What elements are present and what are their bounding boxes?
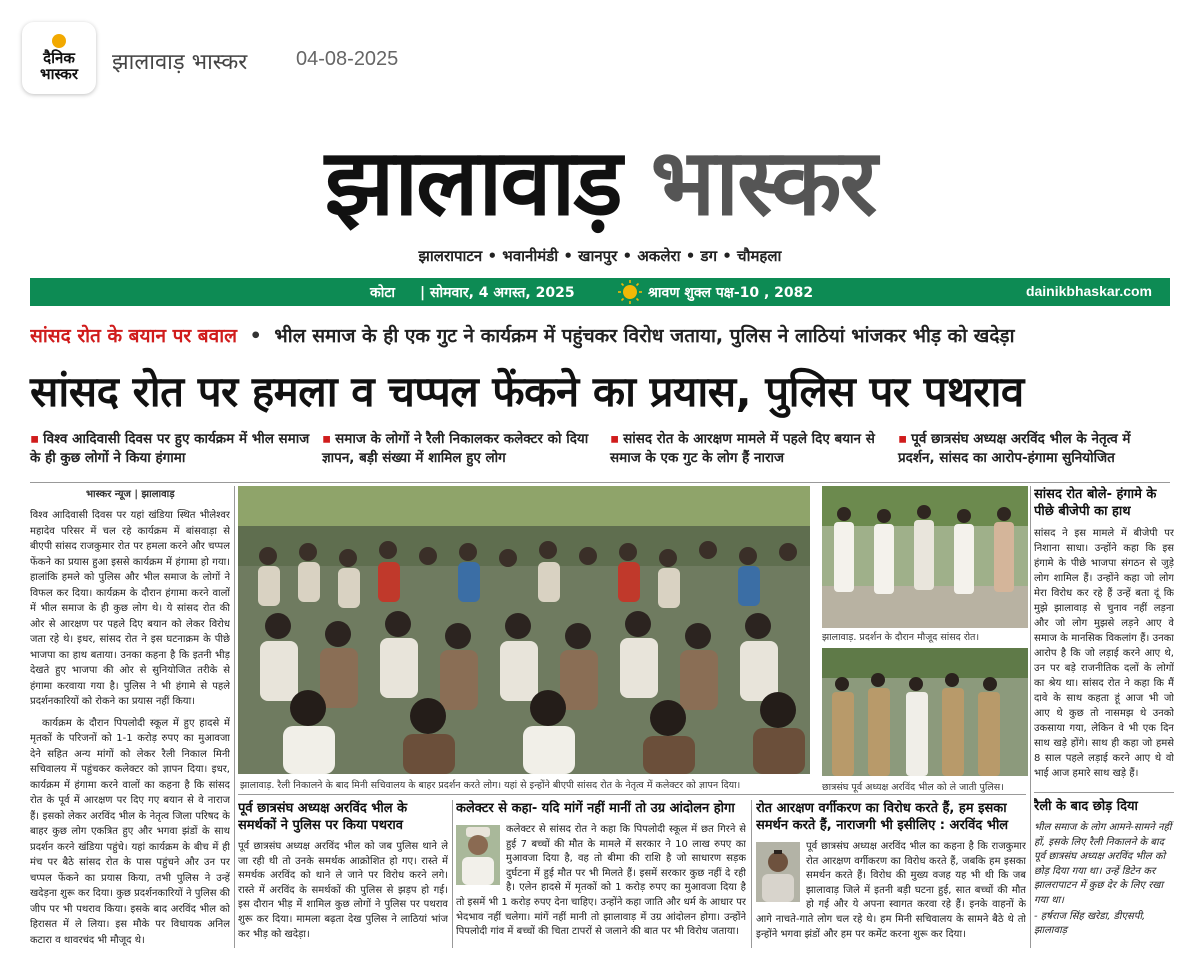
photo-caption: झालावाड़. प्रदर्शन के दौरान मौजूद सांसद रोत।: [822, 632, 980, 643]
sidebar-quote-body: भील समाज के लोग आमने-सामने नहीं हों, इसके लिए रैली निकालने के बाद पूर्व छात्रसंघ अध्यक्ष अरविंद भील को छोड़ दिया गया था। उन्हें डिटेन कर झालरापाटन में कुछ देर के लिए रखा गया था।: [1034, 822, 1172, 906]
story-headline: रोत आरक्षण वर्गीकरण का विरोध करते हैं, हम इसका समर्थन करते हैं, नाराजगी भी इसीलिए : अरविंद भील: [756, 801, 1009, 833]
story-block: [756, 800, 1026, 950]
deck-bullet: ▪ पूर्व छात्रसंघ अध्यक्ष अरविंद भील के नेतृत्व में प्रदर्शन, सांसद का आरोप-हंगामा सुनियोजित: [898, 430, 1170, 468]
deck-bullet: ▪ विश्व आदिवासी दिवस पर हुए कार्यक्रम में भील समाज के ही कुछ लोगों ने किया हंगामा: [30, 430, 310, 468]
column-divider: [452, 800, 453, 948]
dateline-date: | सोमवार, 4 अगस्त, 2025: [420, 285, 575, 301]
edition-name[interactable]: झालावाड़ भास्कर: [112, 50, 248, 75]
main-story: [30, 486, 230, 948]
deck-bullets: [30, 430, 1170, 478]
masthead-cities: झालरापाटन • भवानीमंडी • खानपुर • अकलेरा • डग • चौमहला: [418, 247, 782, 265]
photo-caption: झालावाड़. रैली निकालने के बाद मिनी सचिवालय के बाहर प्रदर्शन करते लोग। यहां से इन्होंने बीएपी सांसद रोत के नेतृत्व में कलेक्टर को ज्ञापन दिया।: [240, 780, 741, 791]
story-headline: पूर्व छात्रसंघ अध्यक्ष अरविंद भील के समर्थकों ने पुलिस पर किया पथराव: [238, 801, 408, 833]
story-block: [238, 800, 448, 950]
column-divider: [751, 800, 752, 948]
story-block: [456, 800, 746, 950]
dainik-bhaskar-logo[interactable]: [22, 22, 96, 94]
photo-caption: छात्रसंघ पूर्व अध्यक्ष अरविंद भील को ले जाती पुलिस।: [822, 782, 1004, 793]
story-body: कलेक्टर से सांसद रोत ने कहा कि पिपलोदी स्कूल में छत गिरने से हुई 7 बच्चों की मौत के मामले में सरकार ने 10 लाख रुपए का मुआवजा दिया है, वह तो बीमा की राशि है जो साधारण सड़क दुर्घटना में हुई मौत पर भी मिलते हैं। इसमें सरकार कुछ नहीं दे रही है। एलेन हादसे में मृतकों को 1 करोड़ रुपए का मुआवजा दिया है तो इसमें भी 1 करोड़ रुपए देना चाहिए। उन्होंने कहा जाति और धर्म के आधार पर भेदभाव नहीं चलेगा। मांगें नहीं मानी तो झालावाड़ में उग्र आंदोलन होगा। उन्होंने पिपलोदी गांव में बच्चों की चिता टापरों से जलाने की बात पर भी विरोध जताया।: [456, 824, 746, 938]
mp-rot-photo: [822, 486, 1028, 628]
newspaper-masthead: [160, 128, 1040, 238]
story-headline: कलेक्टर से कहा- यदि मांगें नहीं मानीं तो उग्र आंदोलन होगा: [456, 801, 735, 816]
deck-bullet: ▪ समाज के लोगों ने रैली निकालकर कलेक्टर को दिया ज्ञापन, बड़ी संख्या में शामिल हुए लोग: [322, 430, 592, 468]
masthead-brand: भास्कर: [650, 129, 876, 236]
deck-bullet: ▪ सांसद रोत के आरक्षण मामले में पहले दिए बयान से समाज के एक गुट के लोग हैं नाराज: [610, 430, 880, 468]
story-body: पूर्व छात्रसंघ अध्यक्ष अरविंद भील को जब पुलिस थाने ले जा रही थी तो उनके समर्थक आक्रोशित हो गए। रास्ते में समर्थक अरविंद को थाने ले जाने पर विरोध करने लगे। रास्ते में अरविंद के समर्थकों की पुलिस से झड़प हो गई। इस दौरान भीड़ में शामिल कुछ लोगों ने पुलिस पर पथराव शुरू कर दिया। मामला बढ़ता देख पुलिस ने लाठियां भांज कर भीड़ को खदेड़ा।: [238, 841, 448, 940]
sidebar-headline: सांसद रोत बोले- हंगामे के पीछे बीजेपी का हाथ: [1034, 487, 1157, 519]
mugshot-photo: [756, 842, 800, 902]
column-divider: [1030, 486, 1031, 948]
sun-icon: [617, 280, 643, 304]
story-body: पूर्व छात्रसंघ अध्यक्ष अरविंद भील का कहना है कि राजकुमार रोत आरक्षण वर्गीकरण का विरोध करते हैं, जबकि हम इसका समर्थन करते हैं। विरोध की मुख्य वजह यह भी थी कि जब झालावाड़ जिले में इतनी बड़ी घटना हुई, सात बच्चों की मौत हो गई और ये अपना स्वागत करवा रहे हैं। इनके वाहनों के आगे नाचते-गाते लोग चल रहे थे। हम मिनी सचिवालय के सामने बैठे थे तो इन्होंने भगवा झंडों और हम पर कमेंट करना शुरू कर दिया।: [756, 841, 1026, 940]
sidebar-quote: [1034, 798, 1174, 948]
masthead-city: झालावाड़: [324, 129, 621, 236]
kicker-label: सांसद रोत के बयान पर बवाल: [30, 325, 238, 347]
logo-text: दैनिक भास्कर: [40, 49, 78, 83]
divider: [238, 794, 1026, 795]
kicker-text: भील समाज के ही एक गुट ने कार्यक्रम में पहुंचकर विरोध जताया, पुलिस ने लाठियां भांजकर भीड़ को खदेड़ा: [274, 325, 1015, 347]
main-headline: सांसद रोत पर हमला व चप्पल फेंकने का प्रयास, पुलिस पर पथराव: [30, 367, 1024, 416]
website-link[interactable]: dainikbhaskar.com: [1025, 283, 1152, 299]
byline: भास्कर न्यूज | झालावाड़: [86, 489, 175, 500]
story-paragraph: विश्व आदिवासी दिवस पर यहां खंडिया स्थित भीलेश्वर महादेव परिसर में चल रहे कार्यक्रम में बांसवाड़ा से बीएपी सांसद राजकुमार रोत पर हमला करने और चप्पल फेंकने का प्रयास हुआ इससे कार्यक्रम में हंगामा हो गया। हालांकि हमले को पुलिस और भील समाज के लोगों ने विफल कर दिया। कार्यक्रम के दौरान हंगामा करने वालों में भील समाज के ही कुछ लोग थे। ये सांसद रोत की ओर से आरक्षण पर पहले दिए बयान को लेकर विरोध जता रहे थे। इधर, सांसद रोत ने इस घटनाक्रम के पीछे भाजपा का हाथ बताया। उनका कहना है कि इतनी भीड़ देखते हुए भाजपा की ओर से सुनियोजित तरीके से हंगामा करवाया गया है। पुलिस ने भी हंगामे से पहले प्रदर्शनकारियों को रोकने का प्रयास नहीं किया।: [30, 510, 230, 707]
police-detain-photo: [822, 648, 1028, 776]
kicker-separator: •: [249, 325, 262, 347]
column-divider: [234, 486, 235, 948]
edition-date: 04-08-2025: [296, 48, 399, 70]
story-paragraph: कार्यक्रम के दौरान पिपलोदी स्कूल में हुए हादसे में मृतकों के परिजनों को 1-1 करोड़ रुपए का मुआवजा देने सहित अन्य मांगों को लेकर रैली निकाल मिनी सचिवालय में पहुंचकर कलेक्टर को ज्ञापन दिया। इधर, कार्यक्रम में हंगामा करने वालों का कहना है कि सांसद रोत के पूर्व में आरक्षण पर दिए गए बयान से वे नाराज हैं। इसको लेकर अरविंद भील के नेतृत्व जिला परिषद के बाहर कुछ लोग एकत्रित हुए और भगवा झंडों के साथ प्रदर्शन करने खंडिया पहुंचे। यहां कार्यक्रम के बीच में ही मंच पर बैठे सांसद रोत के पास पहुंचने और उन पर चप्पल फेंकने का प्रयास किया, तभी पुलिस ने उन्हें खदेड़ना शुरू कर दिया। कुछ प्रदर्शनकारियों ने पुलिस की जीप पर भी पथराव किया। इसके बाद अरविंद भील को हिरासत में ले लिया। इस मौके पर विधायक अनिल कटारा व थावरचंद भी मौजूद थे।: [30, 717, 230, 946]
dateline-panchang: श्रावण शुक्ल पक्ष-10 , 2082: [648, 285, 814, 301]
date-bar: [30, 278, 1170, 306]
crowd-protest-photo: [238, 486, 810, 774]
kicker-line: [30, 322, 1170, 352]
divider: [30, 482, 1170, 483]
app-header: [0, 0, 1200, 110]
dateline-city: कोटा: [370, 285, 396, 301]
sidebar-quote-headline: रैली के बाद छोड़ दिया: [1034, 799, 1138, 814]
sidebar-quote-signature: - हर्षराज सिंह खरेडा, डीएसपी, झालावाड़: [1034, 911, 1146, 936]
logo-sun-dot: [52, 34, 66, 48]
mugshot-photo: [456, 825, 500, 885]
sidebar-body: सांसद ने इस मामले में बीजेपी पर निशाना साधा। उन्होंने कहा कि इस हंगामे के पीछे भाजपा संगठन से जुड़े लोग शामिल हैं। उन्होंने कहा जो लोग मेरा विरोध कर रहे हैं उन्हें बता दूं कि मुझे झालावाड़ से चुनाव नहीं लड़ना और जो लोग मुझसे लड़ने आए वे समाज के मानसिक विकलांग हैं। उनका आरोप है कि जो लड़ाई करने आए थे, उन पर बड़े राजनीतिक दलों के लोगों का श्रेय था। सांसद रोत ने कहा कि मैं दावे के साथ कहता हूं आज भी जो आए थे कुछ तो नासमझ थे उनको उकसाया गया, लेकिन वे भी एक दिन साथ खड़े होंगे। साथ ही कहा जो हमसे 8 साल पहले लड़ाई करने आए थे वो भाई आज हमारे साथ खड़े हैं।: [1034, 528, 1174, 779]
